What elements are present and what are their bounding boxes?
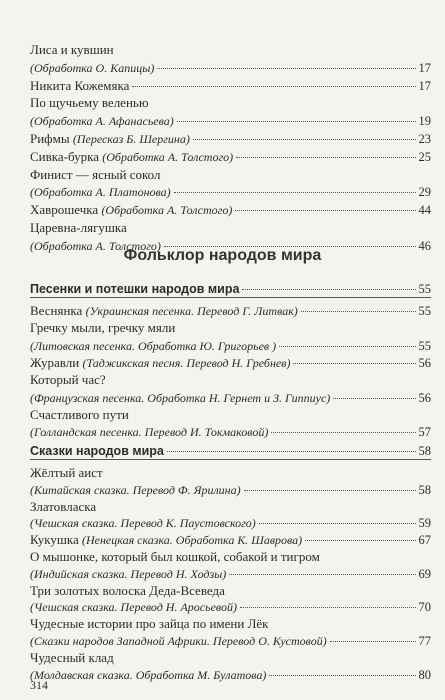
entry-page: 69 <box>418 566 431 581</box>
entry-page: 23 <box>418 132 431 146</box>
entry-page: 46 <box>418 238 431 253</box>
section1-page: 55 <box>418 282 431 296</box>
section1-title: Песенки и потешки народов мира <box>30 282 240 296</box>
entry-title: Который час? <box>30 372 106 388</box>
toc-entry <box>30 599 431 615</box>
leader-dots <box>229 574 415 575</box>
leader-dots <box>236 157 415 158</box>
entry-title: Царевна-лягушка <box>30 220 127 235</box>
toc-entry <box>30 372 431 388</box>
leader-dots <box>259 523 416 524</box>
toc-entry <box>30 320 431 336</box>
entry-note: (Молдавская сказка. Обработка М. Булатова) <box>30 667 267 682</box>
entry-title: Сивка-бурка <box>30 148 99 164</box>
toc-entry <box>30 184 431 200</box>
leader-dots <box>157 68 415 69</box>
entry-note: (Сказки народов Западной Африки. Перевод О. Кустовой) <box>30 634 327 648</box>
leader-dots <box>167 451 416 452</box>
leader-dots <box>244 490 416 491</box>
toc-entry <box>30 42 431 58</box>
toc-entry <box>30 482 431 498</box>
entry-page: 44 <box>418 203 431 218</box>
page-number: 314 <box>30 678 48 692</box>
entry-title: Хаврошечка <box>30 202 99 218</box>
leader-dots <box>330 641 416 642</box>
entry-title: О мышонке, который был кошкой, собакой и тигром <box>30 549 320 564</box>
entry-page: 70 <box>418 600 431 615</box>
entry-page: 58 <box>418 482 431 497</box>
entry-page: 57 <box>418 425 431 440</box>
entry-page: 17 <box>418 78 431 93</box>
entry-note: (Голландская песенка. Перевод И. Токмаковой) <box>30 425 269 440</box>
entry-page: 19 <box>418 114 431 129</box>
entry-note: (Литовская песенка. Обработка Ю. Григорьев ) <box>30 338 277 353</box>
entry-note: (Пересказ Б. Шергина) <box>72 132 190 146</box>
entry-title: Журавли <box>30 354 80 370</box>
entry-note: (Обработка А. Платонова) <box>30 185 171 200</box>
entry-title: Гречку мыли, гречку мяли <box>30 320 176 336</box>
leader-dots <box>174 192 416 193</box>
toc-entry <box>30 113 431 129</box>
entry-page: 29 <box>418 185 431 200</box>
entry-page: 55 <box>418 338 431 353</box>
toc-entry <box>30 220 431 236</box>
toc-entry <box>30 390 431 406</box>
leader-dots <box>301 311 416 312</box>
section2-title: Сказки народов мира <box>30 444 164 458</box>
toc-entry <box>30 202 431 218</box>
entry-page: 56 <box>418 390 431 405</box>
leader-dots <box>177 121 416 122</box>
entry-title: Кукушка <box>30 532 79 548</box>
toc-entry <box>30 167 431 183</box>
toc-entry <box>30 566 431 582</box>
entry-title: Златовласка <box>30 498 97 514</box>
entry-page: 56 <box>418 355 431 370</box>
entry-note: (Китайская сказка. Перевод Ф. Ярилина) <box>30 482 241 497</box>
toc-entry <box>30 131 431 147</box>
toc-entry <box>30 149 431 165</box>
toc-entry <box>30 499 431 515</box>
leader-dots <box>132 86 415 87</box>
leader-dots <box>193 139 416 140</box>
section1-rule <box>30 297 431 298</box>
entry-title: Три золотых волоска Деда-Всеведа <box>30 582 225 598</box>
section2-page: 58 <box>418 444 431 458</box>
toc-entry <box>30 95 431 111</box>
entry-title: Счастливого пути <box>30 406 129 422</box>
entry-note: (Обработка О. Капицы) <box>30 60 155 75</box>
entry-note: (Чешская сказка. Перевод К. Паустовского) <box>30 516 256 531</box>
entry-title: Чудесный клад <box>30 649 114 665</box>
toc-entry <box>30 424 431 440</box>
toc-entry <box>30 633 431 649</box>
entry-page: 80 <box>418 667 431 682</box>
entry-title: Рифмы <box>30 131 70 146</box>
entry-title: Веснянка <box>30 303 83 318</box>
leader-dots <box>269 675 415 676</box>
heading: Фольклор народов мира <box>123 247 322 264</box>
toc-entry <box>30 355 431 371</box>
leader-dots <box>305 540 415 541</box>
section1-header <box>30 281 431 297</box>
leader-dots <box>240 607 416 608</box>
leader-dots <box>333 398 415 399</box>
toc-entry <box>30 583 431 599</box>
toc-entry <box>30 532 431 548</box>
entry-title: Финист — ясный сокол <box>30 166 161 182</box>
toc-entry <box>30 78 431 94</box>
entry-note: (Ненецкая сказка. Обработка К. Шаврова) <box>81 533 303 548</box>
entry-note: (Обработка А. Толстого) <box>30 238 161 253</box>
leader-dots <box>279 346 415 347</box>
toc-entry <box>30 465 431 481</box>
entry-page: 55 <box>418 304 431 318</box>
toc-entry <box>30 407 431 423</box>
leader-dots <box>235 210 415 211</box>
entry-note: (Обработка А. Толстого) <box>101 203 233 218</box>
entry-title: Лиса и кувшин <box>30 42 114 57</box>
entry-title: Никита Кожемяка <box>30 77 130 93</box>
entry-title: Жёлтый аист <box>30 465 103 480</box>
entry-page: 67 <box>418 533 431 548</box>
toc-entry <box>30 667 431 683</box>
leader-dots <box>293 363 415 364</box>
entry-note: (Обработка А. Толстого) <box>102 149 234 164</box>
entry-page: 77 <box>418 634 431 648</box>
entry-note: (Чешская сказка. Перевод Н. Аросьевой) <box>30 600 237 615</box>
toc-entry <box>30 60 431 76</box>
leader-dots <box>242 289 415 290</box>
section2-header <box>30 443 431 459</box>
entry-note: (Французская песенка. Обработка Н. Гернет и З. Гиппиус) <box>30 390 331 405</box>
toc-entry <box>30 616 431 632</box>
entry-title: Чудесные истории про зайца по имени Лёк <box>30 616 269 632</box>
entry-note: (Украинская песенка. Перевод Г. Литвак) <box>85 304 298 318</box>
leader-dots <box>271 432 415 433</box>
section2-rule <box>30 459 431 460</box>
entry-title: По щучьему веленью <box>30 95 149 111</box>
entry-note: (Обработка А. Афанасьева) <box>30 114 174 129</box>
entry-note: (Таджикская песня. Перевод Н. Гребнев) <box>82 355 291 370</box>
entry-page: 17 <box>418 60 431 75</box>
entry-note: (Индийская сказка. Перевод Н. Ходзы) <box>30 566 227 581</box>
toc-entry <box>30 303 431 319</box>
toc-entry <box>30 515 431 531</box>
entry-page: 59 <box>418 516 431 531</box>
toc-entry <box>30 338 431 354</box>
toc-entry <box>30 549 431 565</box>
toc-entry <box>30 650 431 666</box>
entry-page: 25 <box>418 149 431 164</box>
